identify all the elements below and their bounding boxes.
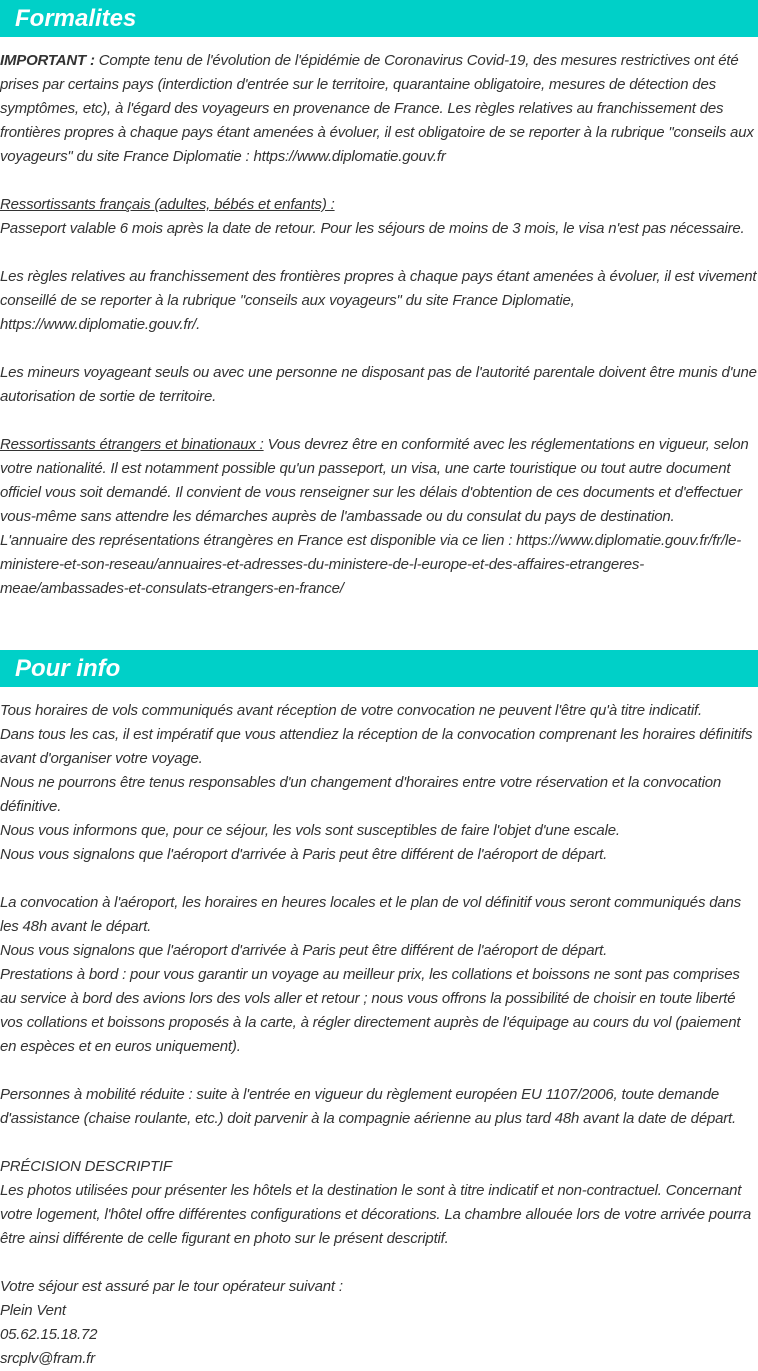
info-line: La convocation à l'aéroport, les horaires en heures locales et le plan de vol définitif vous seront communiqués dans les 48h avant le départ. bbox=[0, 894, 741, 935]
info-line: Nous vous signalons que l'aéroport d'arrivée à Paris peut être différent de l'aéroport de départ. bbox=[0, 846, 608, 863]
important-paragraph bbox=[0, 49, 758, 169]
french-nationals-heading: Ressortissants français (adultes, bébés et enfants) : bbox=[0, 196, 335, 213]
info-line: Dans tous les cas, il est impératif que vous attendiez la réception de la convocation comprenant les horaires définitifs avant d'organiser votre voyage. bbox=[0, 726, 753, 767]
formalites-section bbox=[0, 0, 758, 601]
embassy-directory-paragraph: L'annuaire des représentations étrangères en France est disponible via ce lien : https://www.diplomatie.gouv.fr/fr/le-ministere-et-son-reseau/annuaires-et-adresses-du-ministere-de-l-europe-et-des-affaires-etrangeres-meae/ambassades-et-consulats-etrangers-en-france/ bbox=[0, 532, 742, 597]
operator-phone: 05.62.15.18.72 bbox=[0, 1326, 98, 1343]
operator-intro: Votre séjour est assuré par le tour opérateur suivant : bbox=[0, 1278, 343, 1295]
important-label: IMPORTANT : bbox=[0, 52, 95, 69]
operator-email: srcplv@fram.fr bbox=[0, 1350, 95, 1367]
formalites-body bbox=[0, 37, 758, 601]
border-rules-paragraph: Les règles relatives au franchissement des frontières propres à chaque pays étant amenées à évoluer, il est vivement conseillé de se reporter à la rubrique "conseils aux voyageurs" du site France Diplomatie, https://www.diplomatie.gouv.fr/. bbox=[0, 268, 757, 333]
precision-heading: PRÉCISION DESCRIPTIF bbox=[0, 1158, 172, 1175]
french-nationals-text: Passeport valable 6 mois après la date de retour. Pour les séjours de moins de 3 mois, le visa n'est pas nécessaire. bbox=[0, 220, 745, 237]
info-line: Prestations à bord : pour vous garantir un voyage au meilleur prix, les collations et boissons ne sont pas comprises au service à bord des avions lors des vols aller et retour ; nous vous offrons la possibilité de choisir en toute liberté vos collations et boissons proposés à la carte, à régler directement auprès de l'équipage au cours du vol (paiement en espèces et en euros uniquement). bbox=[0, 966, 741, 1055]
pour-info-body bbox=[0, 687, 758, 1371]
info-line: Nous ne pourrons être tenus responsables d'un changement d'horaires entre votre réservation et la convocation définitive. bbox=[0, 774, 722, 815]
info-line: Nous vous signalons que l'aéroport d'arrivée à Paris peut être différent de l'aéroport de départ. bbox=[0, 942, 608, 959]
info-line: Tous horaires de vols communiqués avant réception de votre convocation ne peuvent l'être qu'à titre indicatif. bbox=[0, 702, 702, 719]
precision-paragraph: Les photos utilisées pour présenter les hôtels et la destination le sont à titre indicatif et non-contractuel. Concernant votre logement, l'hôtel offre différentes configurations et décorations. La chambre allouée lors de votre arrivée pourra être ainsi différente de celle figurant en photo sur le présent descriptif. bbox=[0, 1182, 751, 1247]
foreign-nationals-heading: Ressortissants étrangers et binationaux : bbox=[0, 436, 264, 453]
foreign-nationals-paragraph bbox=[0, 433, 758, 529]
operator-name: Plein Vent bbox=[0, 1302, 66, 1319]
reduced-mobility-paragraph: Personnes à mobilité réduite : suite à l'entrée en vigueur du règlement européen EU 1107/2006, toute demande d'assistance (chaise roulante, etc.) doit parvenir à la compagnie aérienne au plus tard 48h avant la date de départ. bbox=[0, 1086, 736, 1127]
section-title-pour-info: Pour info bbox=[0, 650, 758, 687]
minors-paragraph: Les mineurs voyageant seuls ou avec une personne ne disposant pas de l'autorité parentale doivent être munis d'une autorisation de sortie de territoire. bbox=[0, 364, 757, 405]
section-title-formalites: Formalites bbox=[0, 0, 758, 37]
important-text: Compte tenu de l'évolution de l'épidémie de Coronavirus Covid-19, des mesures restrictives ont été prises par certains pays (interdiction d'entrée sur le territoire, quarantaine obligatoire, mesures de détection des symptômes, etc), à l'égard des voyageurs en provenance de France. Les règles relatives au franchissement des frontières propres à chaque pays étant amenées à évoluer, il est obligatoire de se reporter à la rubrique "conseils aux voyageurs" du site France Diplomatie : https://www.diplomatie.gouv.fr bbox=[0, 52, 754, 165]
pour-info-section bbox=[0, 650, 758, 1371]
foreign-nationals-text: Vous devrez être en conformité avec les réglementations en vigueur, selon votre nationalité. Il est notamment possible qu'un passeport, un visa, une carte touristique ou tout autre document officiel vous soit demandé. Il convient de vous renseigner sur les délais d'obtention de ces documents et d'effectuer vous-même sans attendre les démarches auprès de l'ambassade ou du consulat du pays de destination. bbox=[0, 436, 749, 525]
info-line: Nous vous informons que, pour ce séjour, les vols sont susceptibles de faire l'objet d'une escale. bbox=[0, 822, 620, 839]
